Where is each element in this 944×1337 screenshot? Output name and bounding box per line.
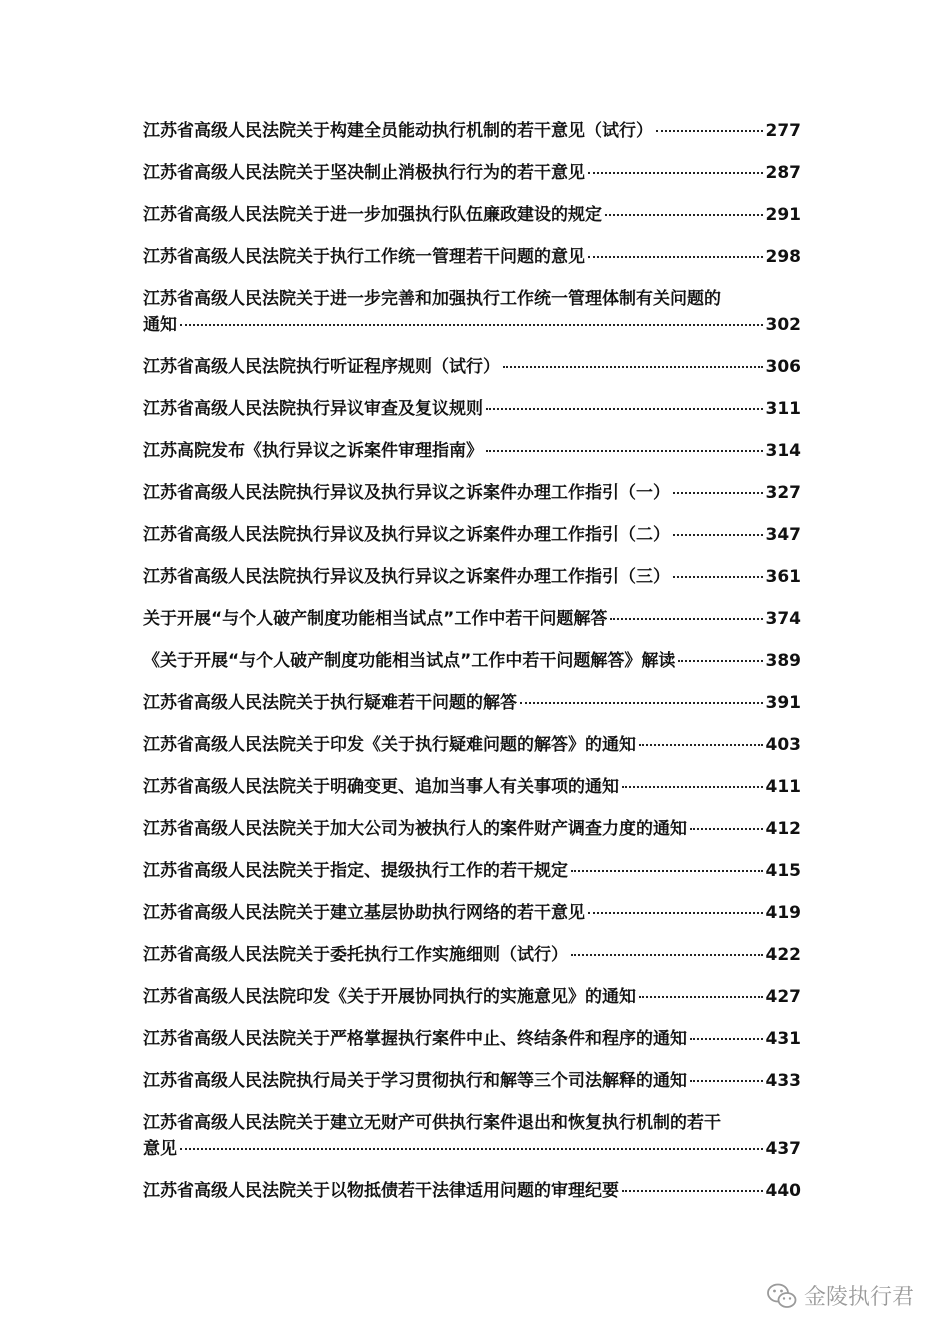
toc-leader-dots [588, 172, 763, 174]
toc-entry-title: 江苏省高级人民法院关于严格掌握执行案件中止、终结条件和程序的通知 [143, 1029, 687, 1049]
toc-page-number: 412 [765, 819, 801, 839]
toc-entry[interactable] [143, 522, 801, 548]
toc-leader-dots [656, 130, 763, 132]
toc-entry[interactable] [143, 858, 801, 884]
watermark-text: 金陵执行君 [803, 1285, 914, 1310]
toc-page-number: 374 [765, 609, 801, 629]
toc-entry[interactable] [143, 942, 801, 968]
toc-leader-dots [673, 492, 763, 494]
toc-entry[interactable] [143, 774, 801, 800]
toc-leader-dots [610, 618, 762, 620]
toc-entry-title: 江苏省高级人民法院执行听证程序规则（试行） [143, 357, 500, 377]
toc-entry-title-line1: 江苏省高级人民法院关于建立无财产可供执行案件退出和恢复执行机制的若干 [143, 1113, 721, 1133]
toc-entry[interactable] [143, 1026, 801, 1052]
toc-leader-dots [678, 660, 762, 662]
toc-entry-title: 江苏省高级人民法院执行局关于学习贯彻执行和解等三个司法解释的通知 [143, 1071, 687, 1091]
toc-entry-title: 江苏省高级人民法院关于明确变更、追加当事人有关事项的通知 [143, 777, 619, 797]
toc-entry[interactable] [143, 202, 801, 228]
toc-page-number: 437 [765, 1139, 801, 1159]
toc-entry-title: 江苏省高级人民法院关于坚决制止消极执行行为的若干意见 [143, 163, 585, 183]
toc-entry-title: 江苏省高级人民法院关于建立基层协助执行网络的若干意见 [143, 903, 585, 923]
toc-entry-title: 《关于开展“与个人破产制度功能相当试点”工作中若干问题解答》解读 [143, 651, 676, 671]
toc-entry-title: 江苏省高级人民法院关于进一步加强执行队伍廉政建设的规定 [143, 205, 602, 225]
toc-entry-title-line2: 通知 [143, 315, 177, 335]
toc-leader-dots [486, 408, 763, 410]
toc-leader-dots [571, 954, 763, 956]
toc-page-number: 287 [765, 163, 801, 183]
toc-leader-dots [486, 450, 763, 452]
toc-page-number: 389 [765, 651, 801, 671]
toc-entry[interactable] [143, 606, 801, 632]
toc-entry[interactable] [143, 1178, 801, 1204]
toc-page-number: 298 [765, 247, 801, 267]
toc-leader-dots [673, 576, 763, 578]
toc-leader-dots [605, 214, 763, 216]
toc-page-number: 427 [765, 987, 801, 1007]
toc-entry-title: 江苏高院发布《执行异议之诉案件审理指南》 [143, 441, 483, 461]
toc-entry-title: 江苏省高级人民法院关于以物抵债若干法律适用问题的审理纪要 [143, 1181, 619, 1201]
toc-entry-title-line1: 江苏省高级人民法院关于进一步完善和加强执行工作统一管理体制有关问题的 [143, 289, 721, 309]
toc-page-number: 415 [765, 861, 801, 881]
toc-page-number: 347 [765, 525, 801, 545]
toc-page-number: 277 [765, 121, 801, 141]
toc-leader-dots [673, 534, 763, 536]
toc-page-number: 311 [765, 399, 801, 419]
table-of-contents [143, 118, 801, 1220]
toc-leader-dots [503, 366, 763, 368]
toc-entry-title: 江苏省高级人民法院执行异议及执行异议之诉案件办理工作指引（二） [143, 525, 670, 545]
toc-page-number: 431 [765, 1029, 801, 1049]
toc-leader-dots [622, 1190, 763, 1192]
toc-entry-title: 江苏省高级人民法院关于加大公司为被执行人的案件财产调查力度的通知 [143, 819, 687, 839]
toc-entry[interactable] [143, 1068, 801, 1094]
toc-entry-title: 江苏省高级人民法院执行异议审查及复议规则 [143, 399, 483, 419]
toc-entry[interactable] [143, 396, 801, 422]
toc-leader-dots [571, 870, 763, 872]
toc-entry[interactable] [143, 690, 801, 716]
toc-entry[interactable] [143, 480, 801, 506]
toc-page-number: 302 [765, 315, 801, 335]
toc-entry[interactable] [143, 564, 801, 590]
toc-leader-dots [690, 1080, 763, 1082]
toc-entry[interactable] [143, 900, 801, 926]
toc-leader-dots [622, 786, 763, 788]
toc-leader-dots [690, 828, 763, 830]
toc-leader-dots [588, 912, 763, 914]
wechat-icon [766, 1282, 798, 1310]
toc-entry-title: 江苏省高级人民法院关于印发《关于执行疑难问题的解答》的通知 [143, 735, 636, 755]
toc-entry-title: 江苏省高级人民法院关于执行工作统一管理若干问题的意见 [143, 247, 585, 267]
toc-entry[interactable] [143, 244, 801, 270]
toc-entry-title: 关于开展“与个人破产制度功能相当试点”工作中若干问题解答 [143, 609, 608, 629]
toc-leader-dots [180, 1148, 763, 1150]
toc-entry-title: 江苏省高级人民法院执行异议及执行异议之诉案件办理工作指引（三） [143, 567, 670, 587]
toc-entry-title: 江苏省高级人民法院关于构建全员能动执行机制的若干意见（试行） [143, 121, 653, 141]
toc-entry[interactable] [143, 984, 801, 1010]
toc-entry-title: 江苏省高级人民法院关于执行疑难若干问题的解答 [143, 693, 517, 713]
toc-leader-dots [588, 256, 763, 258]
toc-entry-title-line2: 意见 [143, 1139, 177, 1159]
toc-page-number: 440 [765, 1181, 801, 1201]
toc-leader-dots [180, 324, 763, 326]
toc-leader-dots [639, 996, 763, 998]
toc-page-number: 433 [765, 1071, 801, 1091]
toc-entry[interactable] [143, 648, 801, 674]
toc-page-number: 403 [765, 735, 801, 755]
toc-page-number: 306 [765, 357, 801, 377]
watermark [766, 1280, 914, 1311]
toc-entry-title: 江苏省高级人民法院执行异议及执行异议之诉案件办理工作指引（一） [143, 483, 670, 503]
toc-leader-dots [520, 702, 763, 704]
toc-entry-title: 江苏省高级人民法院印发《关于开展协同执行的实施意见》的通知 [143, 987, 636, 1007]
toc-page-number: 361 [765, 567, 801, 587]
toc-entry[interactable] [143, 160, 801, 186]
toc-entry[interactable] [143, 286, 801, 338]
toc-entry-title: 江苏省高级人民法院关于指定、提级执行工作的若干规定 [143, 861, 568, 881]
toc-leader-dots [690, 1038, 763, 1040]
toc-entry[interactable] [143, 1110, 801, 1162]
toc-page-number: 314 [765, 441, 801, 461]
toc-entry-title: 江苏省高级人民法院关于委托执行工作实施细则（试行） [143, 945, 568, 965]
toc-entry[interactable] [143, 118, 801, 144]
toc-page-number: 422 [765, 945, 801, 965]
toc-entry[interactable] [143, 732, 801, 758]
toc-entry[interactable] [143, 816, 801, 842]
toc-entry[interactable] [143, 438, 801, 464]
toc-page-number: 327 [765, 483, 801, 503]
toc-leader-dots [639, 744, 763, 746]
toc-page-number: 419 [765, 903, 801, 923]
toc-page-number: 411 [765, 777, 801, 797]
toc-page-number: 391 [765, 693, 801, 713]
toc-page-number: 291 [765, 205, 801, 225]
toc-entry[interactable] [143, 354, 801, 380]
